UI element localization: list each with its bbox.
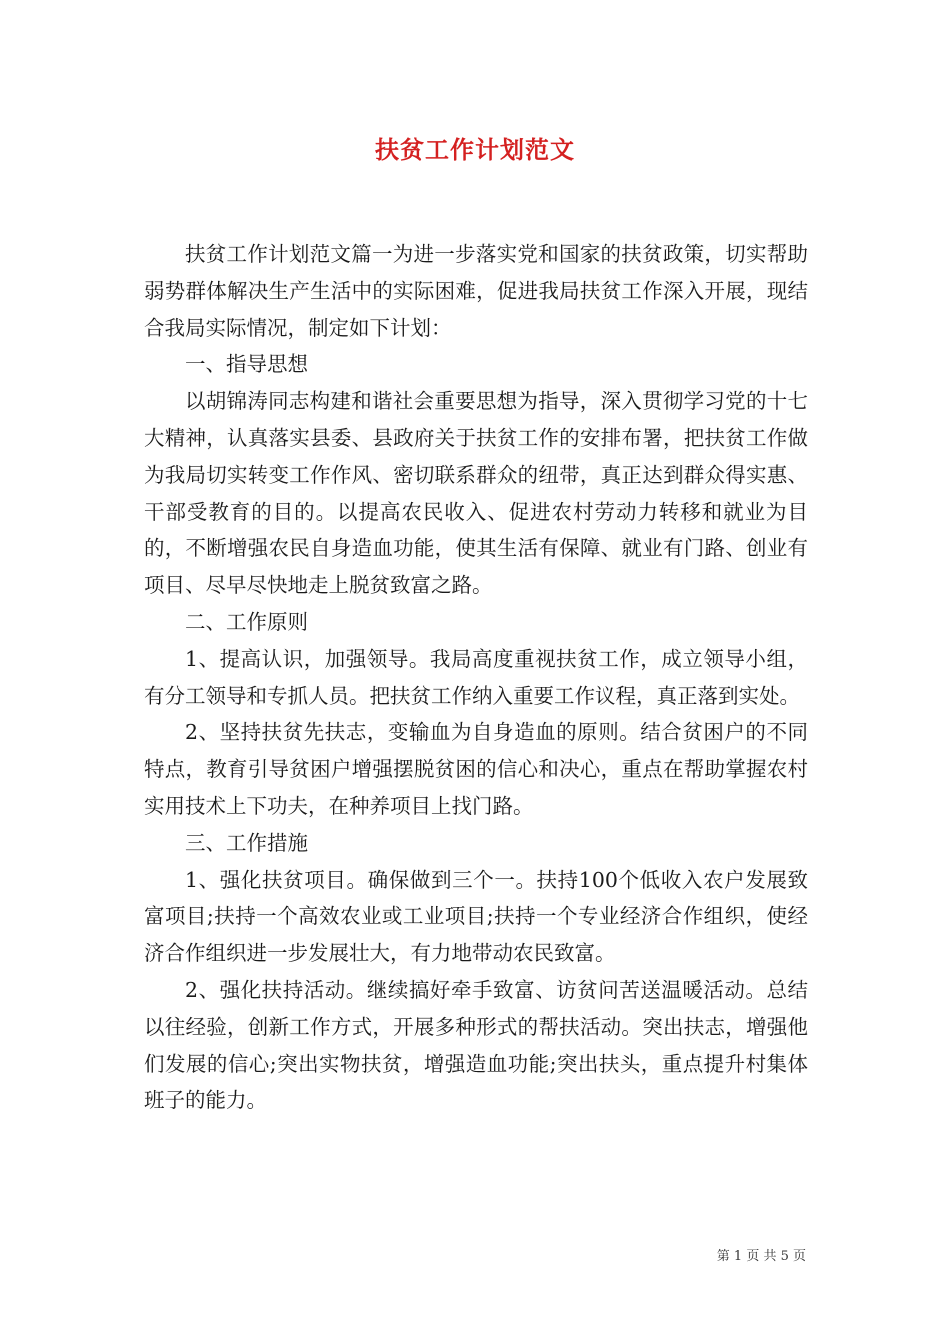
intro-paragraph: 扶贫工作计划范文篇一为进一步落实党和国家的扶贫政策，切实帮助弱势群体解决生产生活中的实际困难，促进我局扶贫工作深入开展，现结合我局实际情况，制定如下计划： [144,242,808,340]
page-number-footer: 第 1 页 共 5 页 [716,1249,806,1264]
measure-2-paragraph: 2、强化扶持活动。继续搞好牵手致富、访贫问苦送温暖活动。总结以往经验，创新工作方式，开展多种形式的帮扶活动。突出扶志，增强他们发展的信心;突出实物扶贫，增强造血功能;突出扶头，重点提升村集体班子的能力。 [144,977,808,1113]
principle-1-paragraph: 1、提高认识，加强领导。我局高度重视扶贫工作，成立领导小组，有分工领导和专抓人员。把扶贫工作纳入重要工作议程，真正落到实处。 [144,646,808,708]
section-heading-guiding-thought: 一、指导思想 [185,352,308,377]
measure-1-paragraph: 1、强化扶贫项目。确保做到三个一。扶持100个低收入农户发展致富项目;扶持一个高效农业或工业项目;扶持一个专业经济合作组织，使经济合作组织进一步发展壮大，有力地带动农民致富。 [144,867,808,966]
guiding-thought-paragraph: 以胡锦涛同志构建和谐社会重要思想为指导，深入贯彻学习党的十七大精神，认真落实县委、县政府关于扶贫工作的安排布署，把扶贫工作做为我局切实转变工作作风、密切联系群众的纽带，真正达到群众得实惠、干部受教育的目的。以提高农民收入、促进农村劳动力转移和就业为目的，不断增强农民自身造血功能，使其生活有保障、就业有门路、创业有项目、尽早尽快地走上脱贫致富之路。 [144,389,808,598]
section-heading-work-principles: 二、工作原则 [185,609,308,634]
document-title: 扶贫工作计划范文 [375,135,575,164]
principle-2-paragraph: 2、坚持扶贫先扶志，变输血为自身造血的原则。结合贫困户的不同特点，教育引导贫困户增强摆脱贫困的信心和决心，重点在帮助掌握农村实用技术上下功夫，在种养项目上找门路。 [144,720,808,818]
document-body [144,236,808,1119]
section-heading-work-measures: 三、工作措施 [185,830,308,855]
